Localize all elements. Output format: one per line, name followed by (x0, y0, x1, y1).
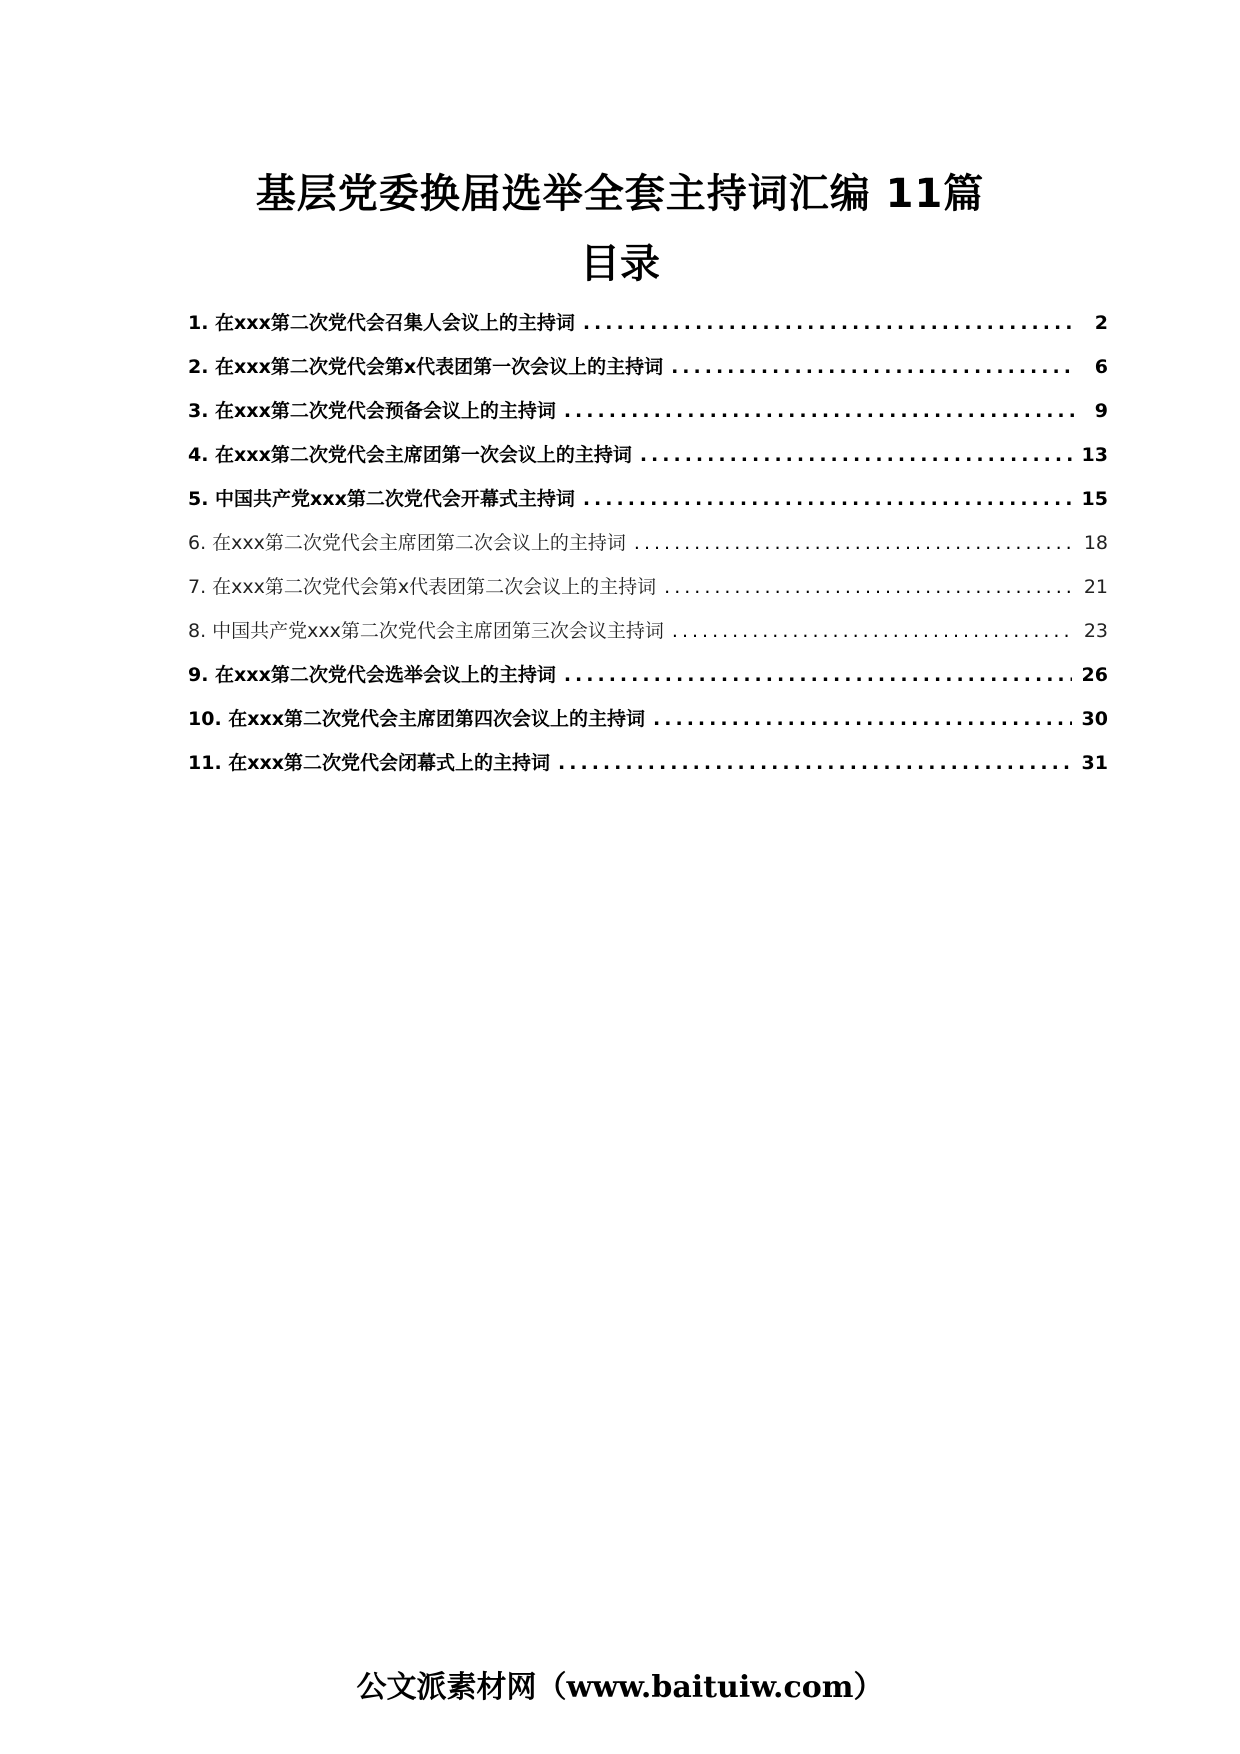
toc-entry-page: 2 (1094, 312, 1108, 334)
toc-entry[interactable] (188, 697, 1108, 741)
toc-dot-leader (664, 565, 1074, 609)
toc-dot-leader (671, 345, 1076, 389)
toc-entry-page: 26 (1081, 664, 1108, 686)
toc-dot-leader (653, 697, 1072, 741)
toc-entry-page: 23 (1083, 620, 1108, 642)
site-watermark-footer: 公文派素材网（www.baituiw.com） (356, 1670, 884, 1705)
toc-dot-leader (558, 741, 1072, 785)
toc-entry-page: 15 (1081, 488, 1108, 510)
toc-entry[interactable] (188, 653, 1108, 697)
table-of-contents (188, 301, 1108, 785)
toc-entry-label: 9. 在xxx第二次党代会选举会议上的主持词 (188, 664, 556, 686)
toc-dot-leader (583, 301, 1076, 345)
toc-entry-label: 5. 中国共产党xxx第二次党代会开幕式主持词 (188, 488, 575, 510)
toc-entry[interactable] (188, 389, 1108, 433)
toc-entry-label: 4. 在xxx第二次党代会主席团第一次会议上的主持词 (188, 444, 632, 466)
toc-dot-leader (564, 653, 1072, 697)
toc-entry[interactable] (188, 301, 1108, 345)
toc-entry-page: 9 (1094, 400, 1108, 422)
toc-entry-label: 7. 在xxx第二次党代会第x代表团第二次会议上的主持词 (188, 576, 657, 598)
toc-entry-label: 3. 在xxx第二次党代会预备会议上的主持词 (188, 400, 556, 422)
toc-entry-label: 6. 在xxx第二次党代会主席团第二次会议上的主持词 (188, 532, 626, 554)
toc-entry-page: 6 (1094, 356, 1108, 378)
toc-entry-label: 11. 在xxx第二次党代会闭幕式上的主持词 (188, 752, 551, 774)
toc-entry-page: 18 (1083, 532, 1108, 554)
toc-entry[interactable] (188, 609, 1108, 653)
toc-entry[interactable] (188, 477, 1108, 521)
toc-dot-leader (634, 521, 1074, 565)
toc-entry-page: 13 (1081, 444, 1108, 466)
toc-entry[interactable] (188, 565, 1108, 609)
toc-entry[interactable] (188, 433, 1108, 477)
document-title: 基层党委换届选举全套主持词汇编 11篇 (255, 171, 985, 217)
toc-dot-leader (672, 609, 1074, 653)
toc-dot-leader (583, 477, 1072, 521)
toc-entry[interactable] (188, 345, 1108, 389)
toc-entry-label: 1. 在xxx第二次党代会召集人会议上的主持词 (188, 312, 575, 334)
toc-entry-page: 31 (1081, 752, 1108, 774)
toc-entry-page: 21 (1083, 576, 1108, 598)
toc-entry-label: 10. 在xxx第二次党代会主席团第四次会议上的主持词 (188, 708, 646, 730)
toc-dot-leader (564, 389, 1076, 433)
toc-heading: 目录 (580, 241, 660, 287)
toc-entry-label: 8. 中国共产党xxx第二次党代会主席团第三次会议主持词 (188, 620, 664, 642)
toc-dot-leader (640, 433, 1072, 477)
toc-entry[interactable] (188, 741, 1108, 785)
toc-entry-page: 30 (1081, 708, 1108, 730)
toc-entry[interactable] (188, 521, 1108, 565)
toc-entry-label: 2. 在xxx第二次党代会第x代表团第一次会议上的主持词 (188, 356, 664, 378)
